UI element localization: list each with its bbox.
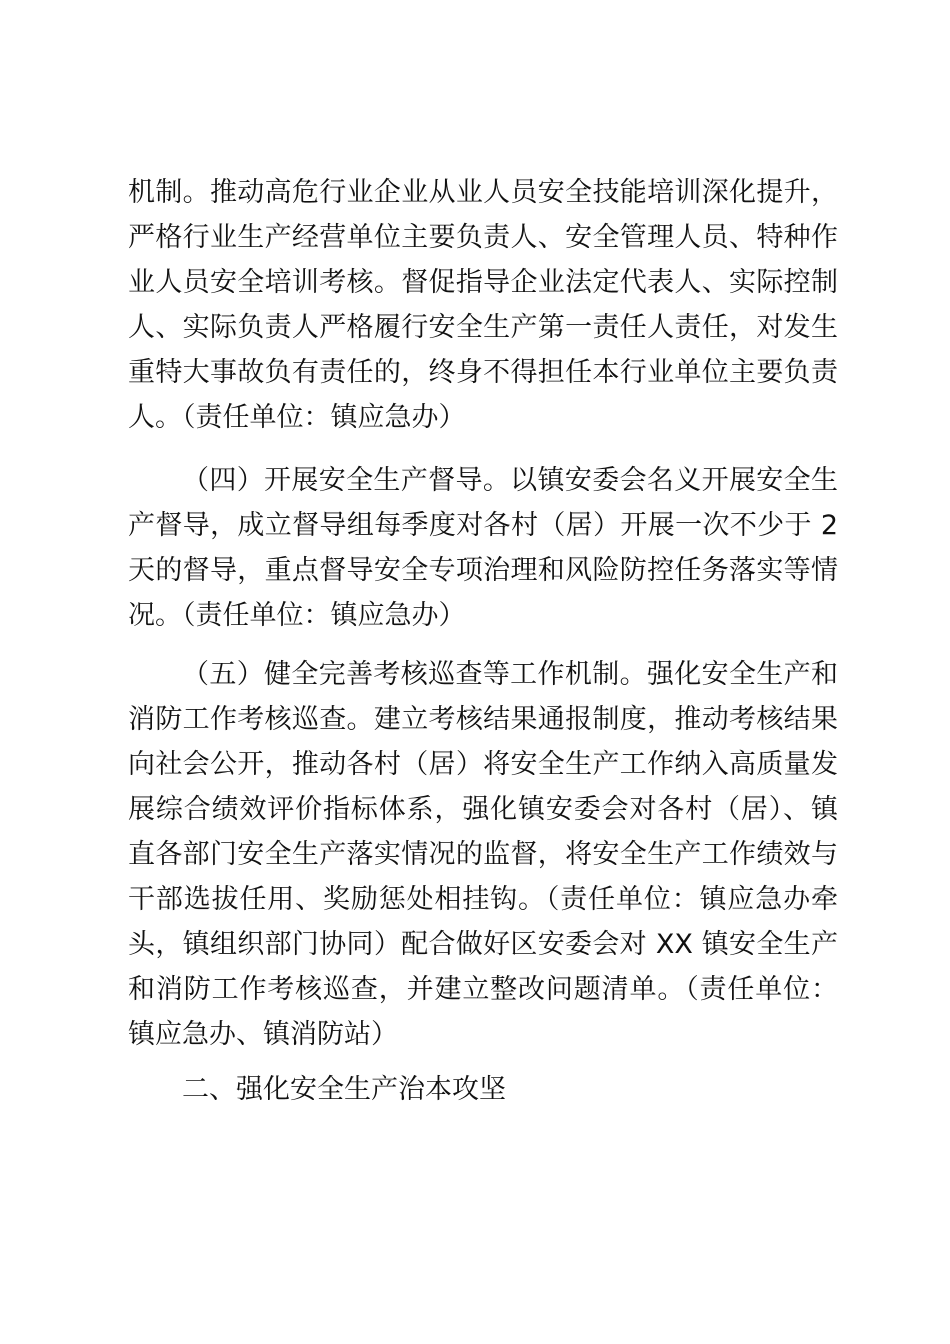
paragraph-item-4: （四）开展安全生产督导。以镇安委会名义开展安全生产督导，成立督导组每季度对各村（居）开展一次不少于 2 天的督导，重点督导安全专项治理和风险防控任务落实等情况。（责任单位：镇应急办） — [128, 465, 838, 631]
paragraph-continued: 机制。推动高危行业企业从业人员安全技能培训深化提升，严格行业生产经营单位主要负责人、安全管理人员、特种作业人员安全培训考核。督促指导企业法定代表人、实际控制人、实际负责人严格履行安全生产第一责任人责任，对发生重特大事故负有责任的，终身不得担任本行业单位主要负责人。（责任单位：镇应急办） — [128, 177, 838, 433]
paragraph-item-5: （五）健全完善考核巡查等工作机制。强化安全生产和消防工作考核巡查。建立考核结果通报制度，推动考核结果向社会公开，推动各村（居）将安全生产工作纳入高质量发展综合绩效评价指标体系，强化镇安委会对各村（居）、镇直各部门安全生产落实情况的监督，将安全生产工作绩效与干部选拔任用、奖励惩处相挂钩。（责任单位：镇应急办牵头，镇组织部门协同）配合做好区安委会对 XX 镇安全生产和消防工作考核巡查，并建立整改问题清单。（责任单位：镇应急办、镇消防站） — [128, 659, 838, 1050]
section-heading: 二、强化安全生产治本攻坚 — [182, 1074, 506, 1105]
